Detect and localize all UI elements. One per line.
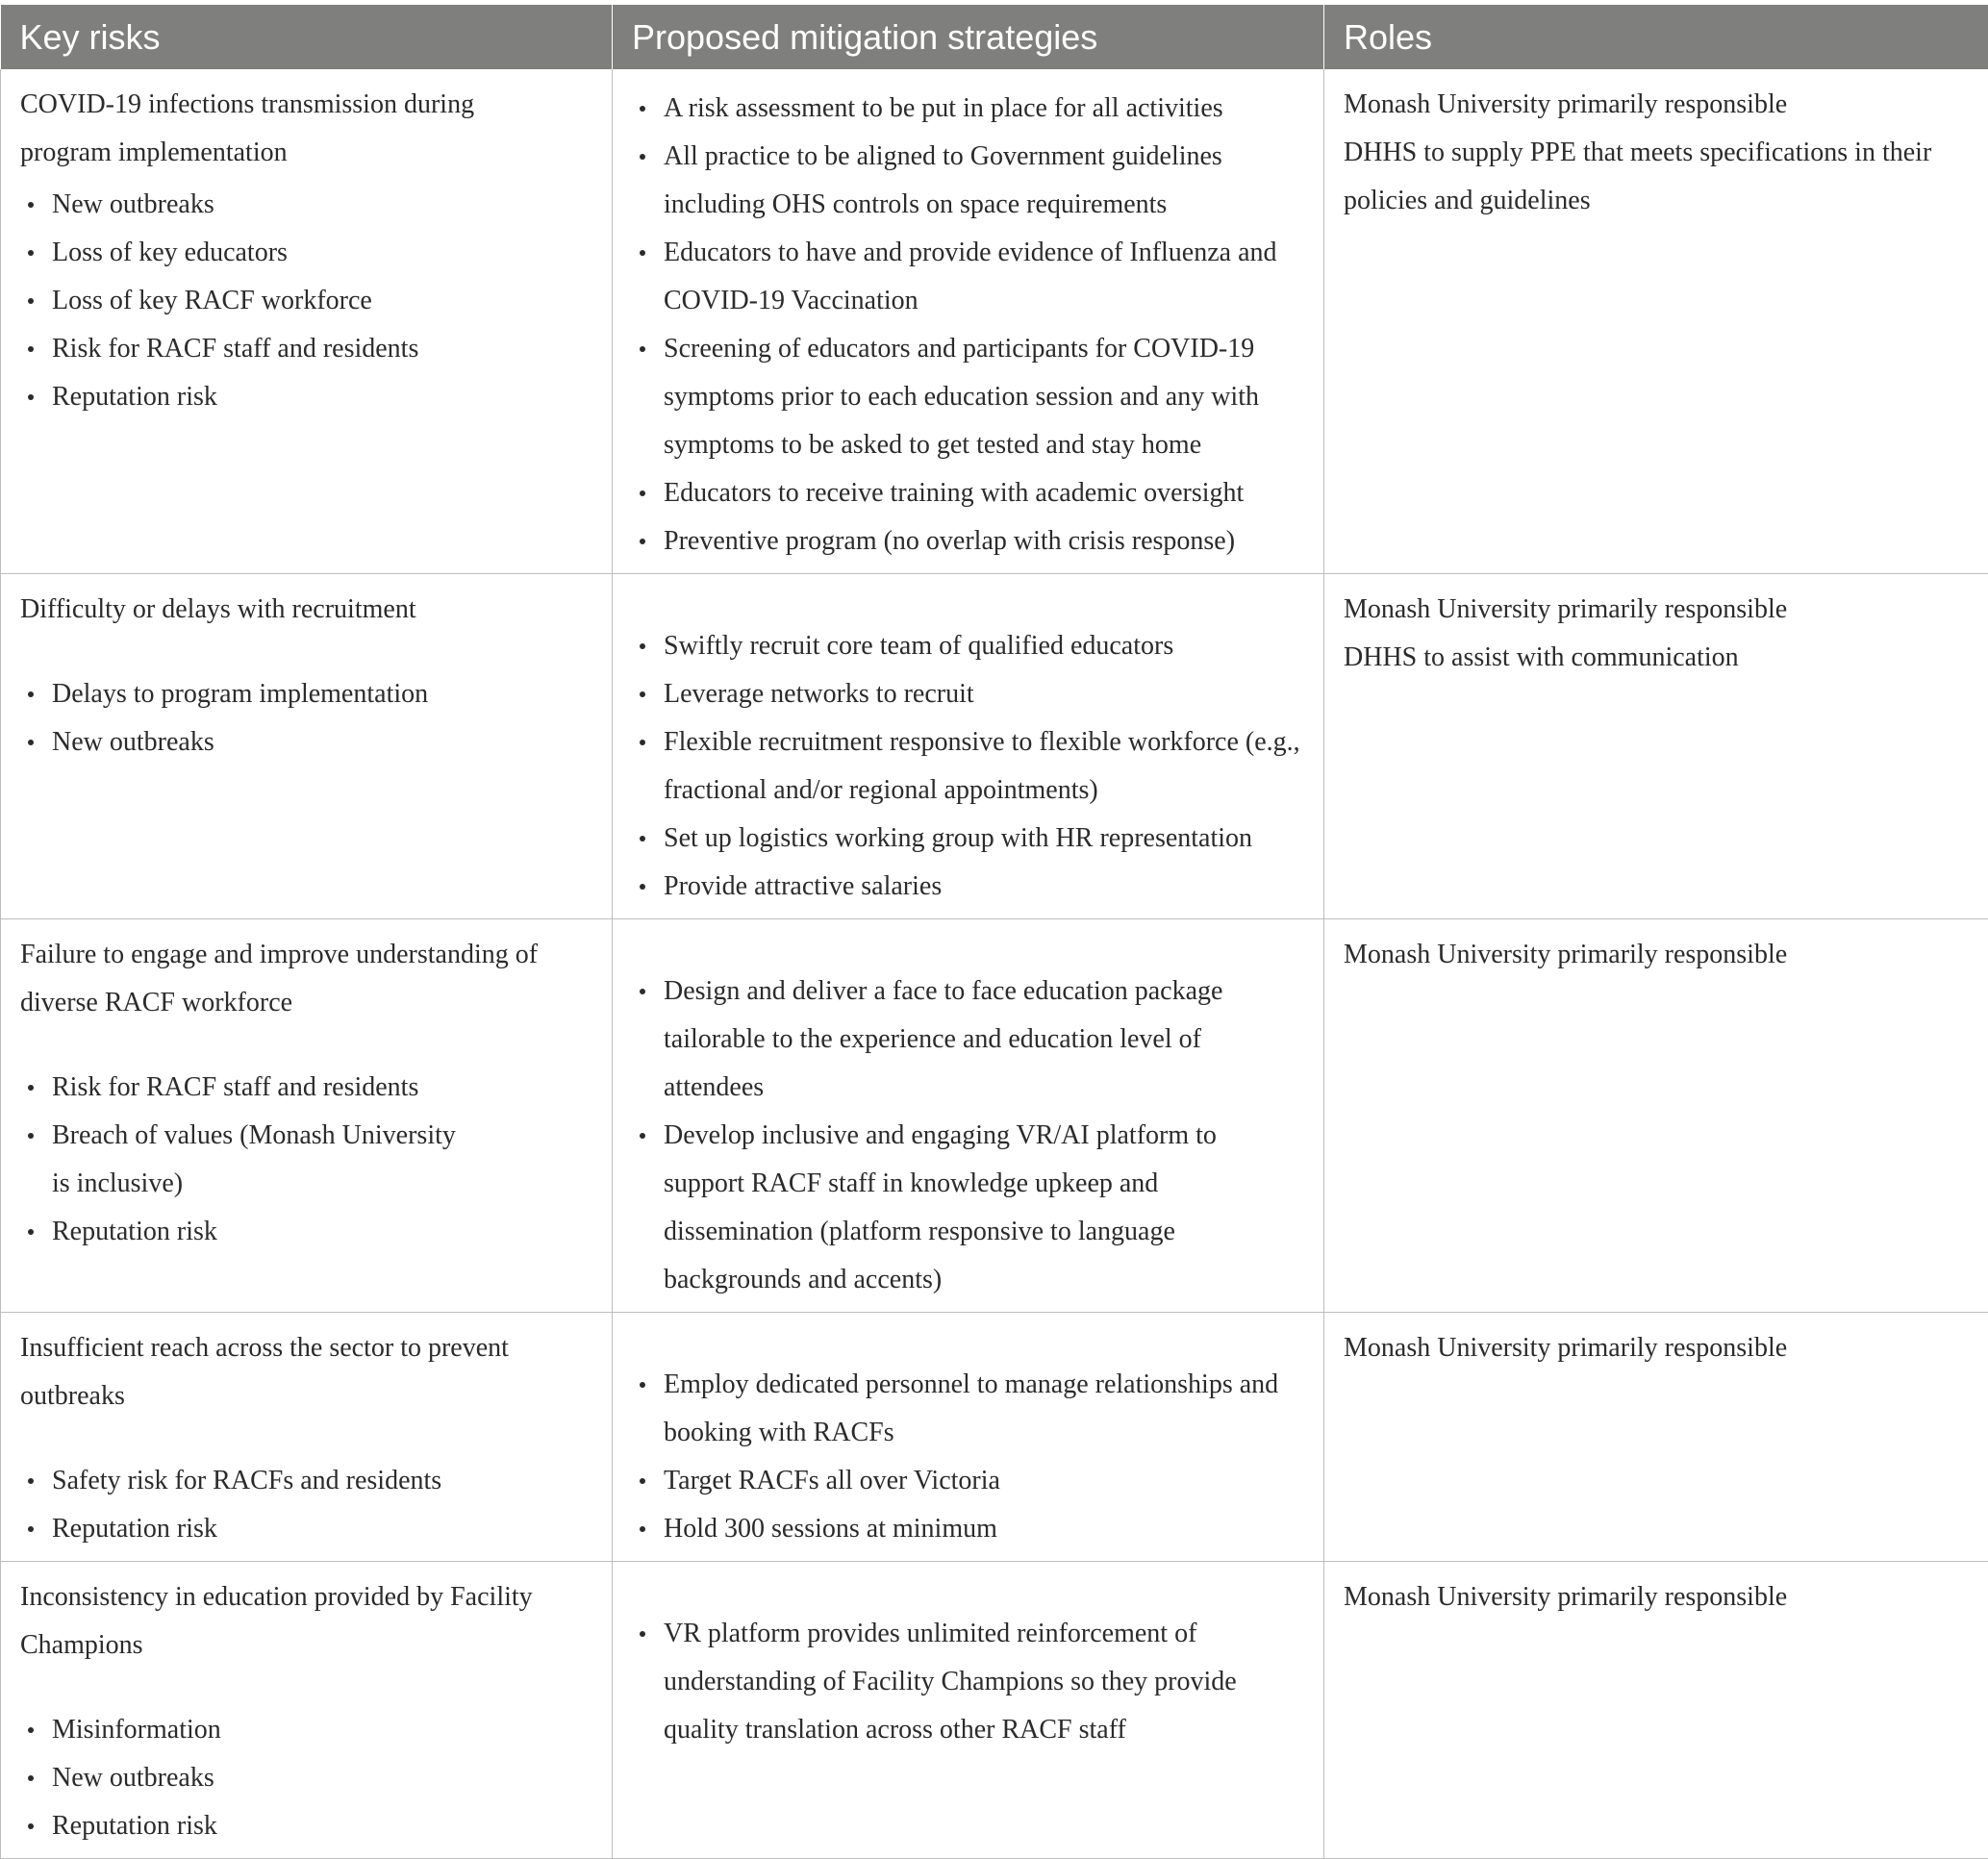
risk-title: Inconsistency in education provided by Facility Champions (20, 1573, 568, 1670)
list-item: Preventive program (no overlap with crisis response) (664, 517, 1304, 565)
role-line: Monash University primarily responsible (1344, 1573, 1969, 1621)
strategy-cell (613, 1562, 1324, 1859)
list-item: Reputation risk (52, 1208, 592, 1256)
strategy-cell (613, 574, 1324, 919)
strategy-list (632, 967, 1304, 1304)
list-item: Hold 300 sessions at minimum (664, 1505, 1304, 1553)
strategy-list (632, 622, 1304, 911)
strategy-list (632, 1361, 1304, 1553)
table-row (1, 69, 1988, 574)
roles-cell (1324, 919, 1988, 1313)
impact-list (20, 1457, 592, 1553)
roles-cell (1324, 1562, 1988, 1859)
role-line: Monash University primarily responsible (1344, 1324, 1969, 1372)
risk-cell (1, 574, 613, 919)
impact-list (20, 1064, 592, 1256)
list-item: Develop inclusive and engaging VR/AI platform to support RACF staff in knowledge upkeep and dissemination (platform responsive to language backgrounds and accents) (664, 1112, 1227, 1304)
list-item: Misinformation (52, 1706, 592, 1754)
list-item: All practice to be aligned to Government guidelines including OHS controls on space requirements (664, 133, 1304, 229)
list-item: Target RACFs all over Victoria (664, 1457, 1304, 1505)
list-item: Delays to program implementation (52, 670, 592, 718)
strategy-cell (613, 1313, 1324, 1562)
roles-cell (1324, 69, 1988, 574)
role-line: Monash University primarily responsible (1344, 81, 1969, 129)
risk-cell (1, 1313, 613, 1562)
list-item: Educators to receive training with academic oversight (664, 469, 1304, 517)
impact-list (20, 1706, 592, 1850)
strategy-list (632, 1610, 1304, 1754)
list-item: Provide attractive salaries (664, 863, 1304, 911)
list-item: Employ dedicated personnel to manage relationships and booking with RACFs (664, 1361, 1304, 1457)
role-line: DHHS to supply PPE that meets specifications in their policies and guidelines (1344, 129, 1969, 225)
list-item: A risk assessment to be put in place for all activities (664, 85, 1304, 133)
list-item: Loss of key RACF workforce (52, 277, 592, 325)
table-row (1, 1562, 1988, 1859)
strategy-cell (613, 69, 1324, 574)
header-mitigation-strategies: Proposed mitigation strategies (613, 5, 1324, 69)
risk-title: Difficulty or delays with recruitment (20, 586, 592, 634)
table-row (1, 574, 1988, 919)
header-roles: Roles (1324, 5, 1988, 69)
strategy-list (632, 85, 1304, 565)
role-line: DHHS to assist with communication (1344, 634, 1969, 682)
role-line: Monash University primarily responsible (1344, 586, 1969, 634)
list-item: Safety risk for RACFs and residents (52, 1457, 592, 1505)
list-item: Reputation risk (52, 1802, 592, 1850)
list-item: Educators to have and provide evidence of Influenza and COVID-19 Vaccination (664, 229, 1304, 325)
table-header-row (1, 5, 1988, 69)
strategy-cell (613, 919, 1324, 1313)
list-item: Reputation risk (52, 373, 592, 421)
list-item: Design and deliver a face to face education package tailorable to the experience and education level of attendees (664, 967, 1227, 1112)
table-row (1, 919, 1988, 1313)
list-item: New outbreaks (52, 1754, 592, 1802)
impact-list (20, 670, 592, 766)
risk-cell (1, 919, 613, 1313)
roles-cell (1324, 574, 1988, 919)
list-item: Reputation risk (52, 1505, 592, 1553)
impact-list (20, 181, 592, 421)
list-item: Risk for RACF staff and residents (52, 325, 592, 373)
list-item: Leverage networks to recruit (664, 670, 1304, 718)
list-item: VR platform provides unlimited reinforcement of understanding of Facility Champions so they provide quality translation across other RACF staff (664, 1610, 1246, 1754)
table-row (1, 1313, 1988, 1562)
list-item: Flexible recruitment responsive to flexible workforce (e.g., fractional and/or regional appointments) (664, 718, 1304, 815)
risk-title: Failure to engage and improve understanding of diverse RACF workforce (20, 931, 588, 1027)
list-item: New outbreaks (52, 181, 592, 229)
risk-mitigation-table (0, 5, 1988, 1859)
risk-cell (1, 1562, 613, 1859)
list-item: Breach of values (Monash University is inclusive) (52, 1112, 475, 1208)
header-key-risks: Key risks (1, 5, 613, 69)
risk-title: Insufficient reach across the sector to prevent outbreaks (20, 1324, 559, 1420)
risk-cell (1, 69, 613, 574)
list-item: Loss of key educators (52, 229, 592, 277)
list-item: Swiftly recruit core team of qualified educators (664, 622, 1304, 670)
role-line: Monash University primarily responsible (1344, 931, 1969, 979)
roles-cell (1324, 1313, 1988, 1562)
risk-title: COVID-19 infections transmission during program implementation (20, 81, 559, 177)
list-item: Risk for RACF staff and residents (52, 1064, 592, 1112)
list-item: Set up logistics working group with HR representation (664, 815, 1304, 863)
list-item: New outbreaks (52, 718, 592, 766)
list-item: Screening of educators and participants for COVID-19 symptoms prior to each education session and any with symptoms to be asked to get tested and stay home (664, 325, 1304, 469)
